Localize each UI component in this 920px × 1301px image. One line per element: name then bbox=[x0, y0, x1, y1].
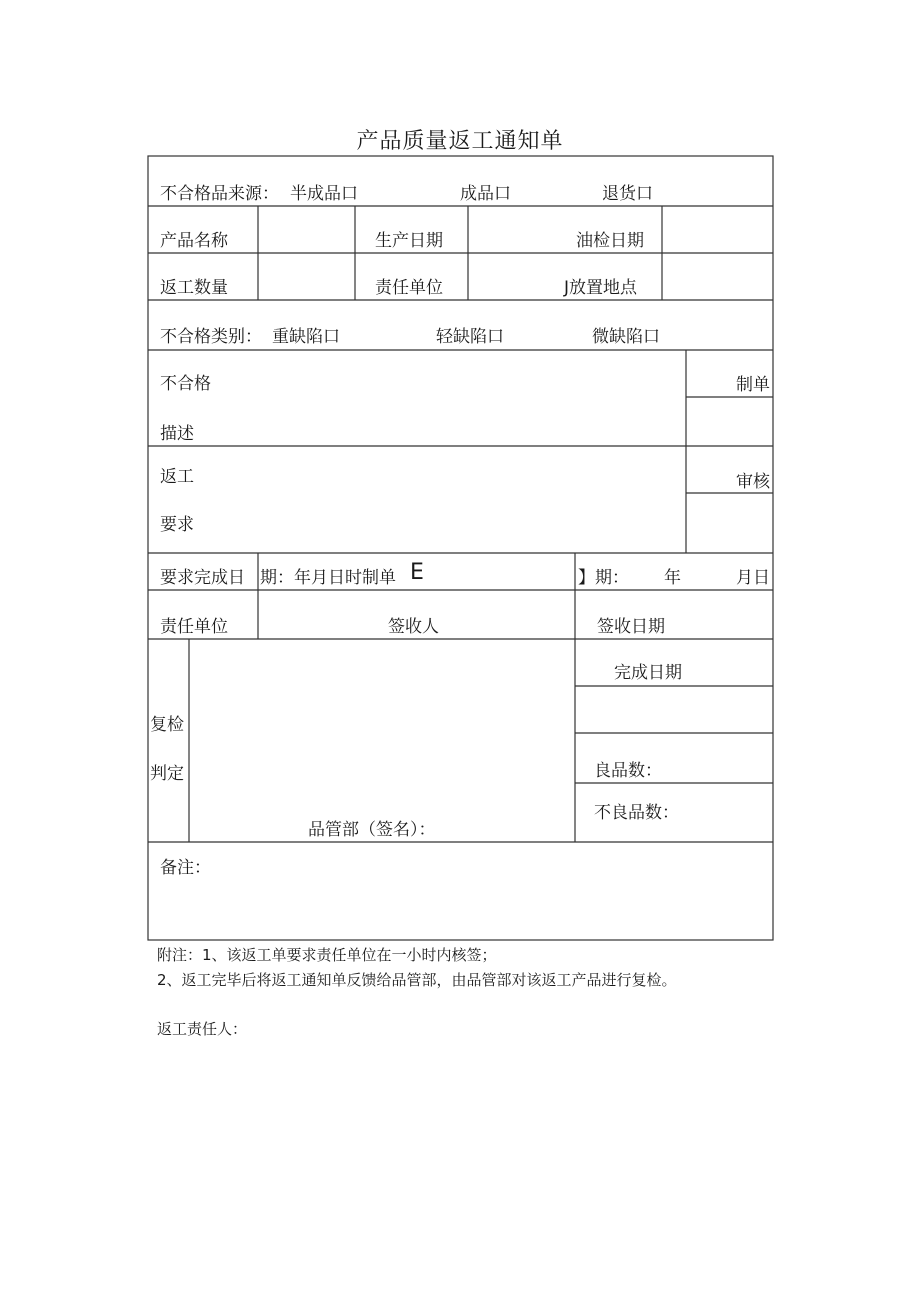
source-label: 不合格品来源： bbox=[160, 184, 279, 204]
completion-label: 要求完成日 bbox=[160, 568, 245, 588]
category-minor-checkbox[interactable]: 轻缺陷口 bbox=[436, 327, 504, 347]
source-returned-checkbox[interactable]: 退货口 bbox=[602, 184, 653, 204]
oil-check-date-label: 油检日期 bbox=[576, 231, 644, 251]
receiver-label: 签收人 bbox=[388, 617, 439, 637]
source-semi-finished-checkbox[interactable]: 半成品口 bbox=[290, 184, 358, 204]
rework-qty-label: 返工数量 bbox=[160, 278, 228, 298]
describe-label-line2: 描述 bbox=[160, 424, 194, 444]
storage-location-label: J放置地点 bbox=[564, 278, 638, 298]
completion-bracket-text: 】期： bbox=[578, 568, 629, 588]
qc-signature-label: 品管部（签名）： bbox=[308, 820, 436, 840]
completion-middle-text: 期：年月日时制单 bbox=[260, 568, 396, 588]
form-title: 产品质量返工通知单 bbox=[356, 129, 564, 154]
defect-qty-label: 不良品数： bbox=[594, 803, 679, 823]
receive-date-label: 签收日期 bbox=[597, 617, 665, 637]
recheck-label-line2: 判定 bbox=[150, 764, 184, 784]
product-name-label: 产品名称 bbox=[160, 231, 228, 251]
reviewed-by-label: 审核 bbox=[736, 472, 770, 492]
rework-person-label: 返工责任人： bbox=[157, 1020, 248, 1038]
completion-year: 年 bbox=[664, 568, 681, 588]
receipt-unit-label: 责任单位 bbox=[160, 617, 228, 637]
completion-month-day: 月日 bbox=[736, 568, 770, 588]
completion-e-char: E bbox=[410, 560, 424, 585]
prepared-by-label: 制单 bbox=[736, 375, 770, 395]
production-date-label: 生产日期 bbox=[375, 231, 443, 251]
describe-label-line1: 不合格 bbox=[160, 374, 211, 394]
remarks-label: 备注： bbox=[160, 858, 211, 878]
category-trivial-checkbox[interactable]: 微缺陷口 bbox=[592, 327, 660, 347]
responsible-unit-label: 责任单位 bbox=[375, 278, 443, 298]
footnote-2: 2、返工完毕后将返工通知单反馈给品管部，由品管部对该返工产品进行复检。 bbox=[157, 971, 677, 989]
finish-date-label: 完成日期 bbox=[614, 663, 682, 683]
require-label-line2: 要求 bbox=[160, 515, 194, 535]
footnote-1: 附注：1、该返工单要求责任单位在一小时内核签； bbox=[157, 946, 497, 964]
category-major-checkbox[interactable]: 重缺陷口 bbox=[272, 327, 340, 347]
require-label-line1: 返工 bbox=[160, 467, 194, 487]
category-label: 不合格类别： bbox=[160, 327, 262, 347]
recheck-label-line1: 复检 bbox=[150, 715, 184, 735]
good-qty-label: 良品数： bbox=[594, 761, 662, 781]
source-finished-checkbox[interactable]: 成品口 bbox=[460, 184, 511, 204]
